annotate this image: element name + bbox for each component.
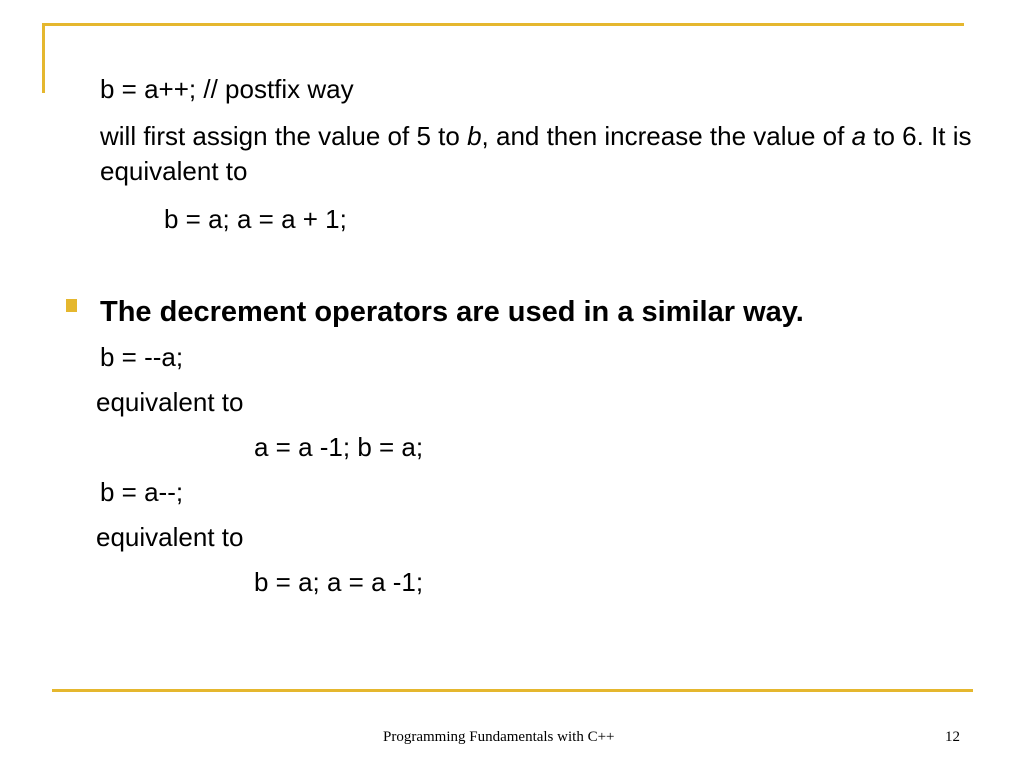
explanation-text-1: will first assign the value of 5 to bbox=[100, 121, 468, 151]
explanation-text-3: to 6. It is equivalent to bbox=[100, 121, 972, 186]
postfix-decrement-expr: b = a--; bbox=[100, 477, 184, 507]
bullet-square-icon bbox=[66, 299, 77, 312]
prefix-equivalent-label: equivalent to bbox=[96, 387, 244, 417]
postfix-decrement-equivalent-code: b = a; a = a -1; bbox=[254, 567, 424, 597]
explanation-text-2: , and then increase the value of bbox=[481, 121, 852, 151]
postfix-heading: b = a++; // postfix way bbox=[100, 74, 354, 104]
footer-rule bbox=[52, 689, 973, 692]
variable-b: b bbox=[467, 121, 482, 151]
top-frame-rule bbox=[42, 23, 964, 26]
decrement-bullet: The decrement operators are used in a similar way. bbox=[100, 296, 804, 328]
postfix-explanation bbox=[100, 119, 980, 189]
postfix-equivalent-label: equivalent to bbox=[96, 522, 244, 552]
prefix-equivalent-code: a = a -1; b = a; bbox=[254, 432, 424, 462]
footer-title: Programming Fundamentals with C++ bbox=[383, 729, 615, 745]
variable-a: a bbox=[851, 121, 867, 151]
postfix-equivalent-code: b = a; a = a + 1; bbox=[164, 204, 347, 234]
prefix-decrement-expr: b = --a; bbox=[100, 342, 184, 372]
left-frame-rule bbox=[42, 23, 45, 93]
page-number: 12 bbox=[945, 729, 960, 745]
